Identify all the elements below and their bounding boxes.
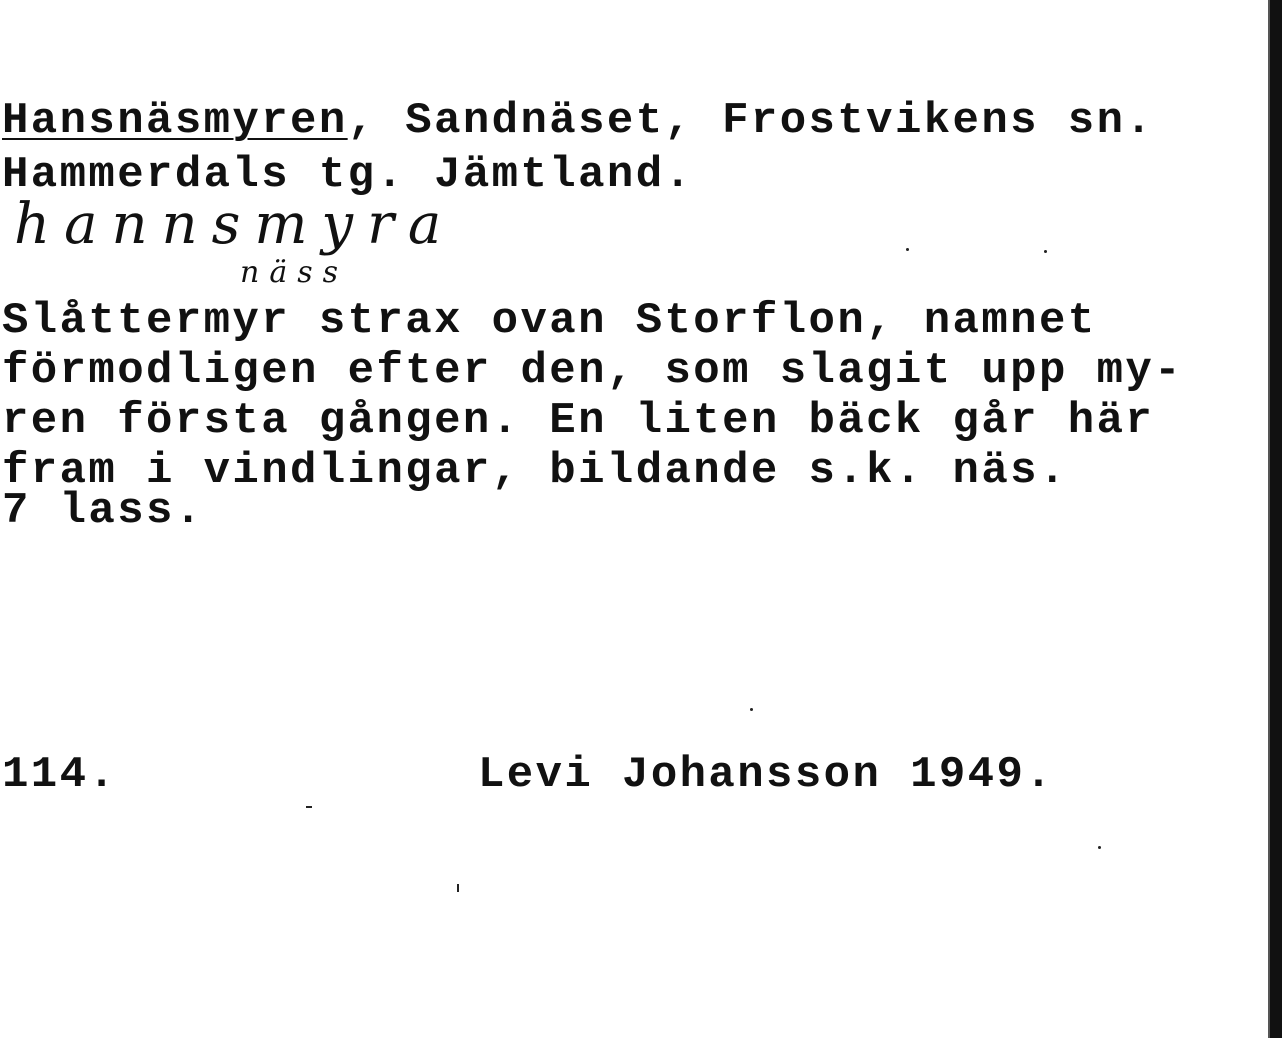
- scan-speck: [1044, 250, 1047, 253]
- description-line: Slåttermyr strax ovan Storflon, namnet: [2, 296, 1097, 346]
- scan-speck: [906, 248, 909, 251]
- scan-speck: [457, 884, 459, 892]
- description-line: förmodligen efter den, som slagit upp my-: [2, 346, 1183, 396]
- description-line: ren första gången. En liten bäck går här: [2, 396, 1155, 446]
- heading-line-1: [2, 96, 1154, 146]
- description: [2, 296, 1183, 536]
- card-number: 114.: [2, 750, 118, 800]
- heading-line-2: Hammerdals tg. Jämtland.: [2, 150, 694, 200]
- description-line: fram i vindlingar, bildande s.k. näs.: [2, 446, 1068, 496]
- handwritten-insertion: näss: [240, 255, 348, 290]
- scan-speck: [1098, 846, 1101, 849]
- scan-speck: [306, 806, 312, 808]
- handwritten-dialect-form: hannsmyra: [14, 192, 456, 257]
- collector-signature: Levi Johansson 1949.: [478, 750, 1055, 800]
- card-edge: [1270, 0, 1282, 1038]
- place-name: Hansnäsmyren: [2, 96, 348, 146]
- heading-location: , Sandnäset, Frostvikens sn.: [347, 96, 1155, 146]
- description-line: 7 lass.: [2, 486, 204, 536]
- scan-speck: [750, 708, 753, 711]
